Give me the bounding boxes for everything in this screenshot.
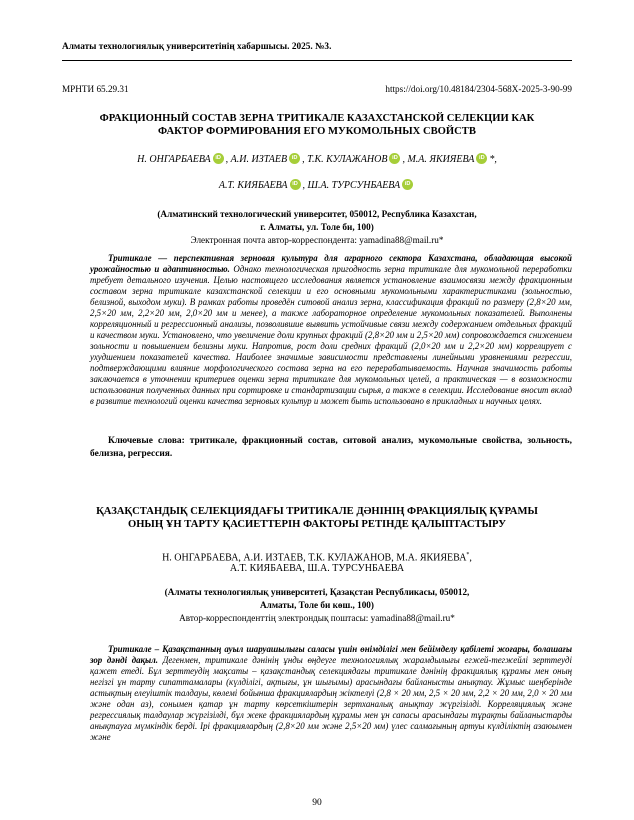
journal-header: Алматы технологиялық университетінің хабаршысы. 2025. №3. (62, 42, 332, 52)
kz-affiliation (62, 586, 572, 612)
kz-affiliation-line-2: Алматы, Толе би көш., 100) (260, 600, 374, 610)
header-divider (62, 60, 572, 61)
ru-title-line-2: ФАКТОР ФОРМИРОВАНИЯ ЕГО МУКОМОЛЬНЫХ СВОЙСТВ (158, 126, 476, 137)
author-name: Н. ОНГАРБАЕВА (137, 154, 211, 165)
doi-link[interactable]: https://doi.org/10.48184/2304-568X-2025-3-90-99 (385, 84, 572, 94)
orcid-icon[interactable]: iD (402, 179, 413, 190)
kz-abstract-lead: Тритикале – Қазақстанның ауыл шаруашылығы саласы үшін өнімділігі мен бейімделу қабілеті жоғары, болашағы зор дәнді дақыл. (90, 644, 572, 665)
kz-title-line-2: ОНЫҢ ҰН ТАРТУ ҚАСИЕТТЕРІН ФАКТОРЫ РЕТІНДЕ ҚАЛЫПТАСТЫРУ (127, 519, 507, 530)
ru-abstract-lead: Тритикале — перспективная зерновая культура для аграрного сектора Казахстана, обладающая высокой урожайностью и адаптивностью. (90, 253, 572, 274)
ru-title-line-1: ФРАКЦИОННЫЙ СОСТАВ ЗЕРНА ТРИТИКАЛЕ КАЗАХСТАНСКОЙ СЕЛЕКЦИИ КАК (99, 113, 535, 124)
orcid-icon[interactable]: iD (290, 179, 301, 190)
kz-authors: Н. ОНГАРБАЕВА, А.И. ИЗТАЕВ, Т.К. КУЛАЖАНОВ, М.А. ЯКИЯЕВА (162, 552, 467, 564)
ru-title (62, 112, 572, 138)
ru-affiliation (62, 208, 572, 234)
kz-title-line-1: ҚАЗАҚСТАНДЫҚ СЕЛЕКЦИЯДАҒЫ ТРИТИКАЛЕ ДӘНІНІҢ ФРАКЦИЯЛЫҚ ҚҰРАМЫ (96, 506, 538, 517)
ru-affiliation-line-1: (Алматинский технологический университет, 050012, Республика Казахстан, (157, 209, 477, 219)
author-name: , М.А. ЯКИЯЕВА (402, 154, 475, 165)
kz-affiliation-line-1: (Алматы технологиялық университеті, Қазақстан Республикасы, 050012, (164, 587, 470, 597)
corresponding-mark: * (466, 552, 470, 558)
kz-abstract (90, 644, 572, 743)
orcid-icon[interactable]: iD (213, 153, 224, 164)
ru-corresponding-email: Электронная почта автор-корреспондента: yamadina88@mail.ru* (190, 235, 444, 245)
kz-abstract-body: Дегенмен, тритикале дәнінің ұнды өңдеуге технологиялық жарамдылығы егжей-тегжейлі зерттеуді қажет етеді. Бұл зерттеудің мақсаты – қазақстандық селекциядағы тритикале дәнінің фракциялық құрамы мен оның негізгі ұн тарту сипаттамалары (күлділігі, ақтығы, ұн шығымы) арасындағы байланысты анықтау. Жұмыс шеңберінде астықтың елеуіштік талдауы, көлемі бойынша фракциялардың жіктелуі (2,8 × 20 мм, 2,5 × 20 мм, 2,2 × 20 мм, 2,0 × 20 мм және одан аз), сонымен қатар ұн тарту көрсеткіштерін зертханалық анықтау жүргізілді. Корреляциялық және регрессиялық талдаулар жүргізілді, бұл жеке фракциялардың құрамы мен ұн сапасы арасындағы тұрақты байланыстарды анықтауға мүмкіндік берді. Ірі фракциялардың (2,8×20 мм және 2,5×20 мм) үлес салмағының артуы күлділіктің азаюымен және (90, 655, 573, 742)
orcid-icon[interactable]: iD (389, 153, 400, 164)
ru-keywords: Ключевые слова: тритикале, фракционный состав, ситовой анализ, мукомольные свойства, зольность, белизна, регрессия. (90, 436, 572, 459)
ru-affiliation-line-2: г. Алматы, ул. Толе би, 100) (260, 222, 374, 232)
ru-authors-line-2 (62, 179, 572, 193)
author-name: А.Т. КИЯБАЕВА (218, 180, 288, 191)
ru-abstract-body: Однако технологическая пригодность зерна тритикале для мукомольной переработки требует детального изучения. Целью настоящего исследования является установление взаимосвязи между фракционным составом зерна тритикале казахстанской селекции и его основными мукомольными характеристиками (зольностью, белизной, выходом муки). В рамках работы проведён ситовой анализ зерна, классификация фракций по размеру (2,8×20 мм, 2,5×20 мм, 2,2×20 мм, 2,0×20 мм и менее), а также лабораторное определение мукомольных показателей. Выполнены корреляционный и регрессионный анализы, позволившие выявить устойчивые связи между содержанием отдельных фракций и качеством муки. Установлено, что увеличение доли крупных фракций (2,8×20 мм и 2,5×20 мм) сопровождается снижением зольности и повышением белизны муки. Напротив, рост доли средних фракций (2,0×20 мм и 2,2×20 мм) коррелирует с ухудшением показателей качества. Наиболее значимые зависимости представлены линейными уравнениями регрессии, подтверждающими влияние морфологического состава зерна на его перерабатываемость. Научная значимость работы заключается в уточнении критериев оценки зерна тритикале для мукомольных целей, а практическая — в возможности использования полученных данных при сортировке и стандартизации сырья, а также в селекции. Исследование вносит вклад в развитие технологий оценки качества зерновых культур и может быть использовано в прикладных и научных целях. (90, 264, 572, 406)
author-name: , Ш.А. ТУРСУНБАЕВА (302, 180, 401, 191)
ru-abstract (90, 253, 572, 407)
kz-title (62, 505, 572, 531)
orcid-icon[interactable]: iD (289, 153, 300, 164)
kz-authors-line-2: А.Т. КИЯБАЕВА, Ш.А. ТУРСУНБАЕВА (229, 563, 405, 574)
kz-authors-line-1: Н. ОНГАРБАЕВА, А.И. ИЗТАЕВ, Т.К. КУЛАЖАНОВ, М.А. ЯКИЯЕВА*, (162, 552, 472, 564)
kz-corresponding-email: Автор-корреспонденттің электрондық поштасы: yamadina88@mail.ru* (179, 613, 455, 623)
corresponding-mark: * (489, 154, 495, 165)
page-number: 90 (312, 798, 322, 808)
author-name: , Т.К. КУЛАЖАНОВ (302, 154, 388, 165)
mrnti-code: МРНТИ 65.29.31 (62, 84, 129, 94)
author-name: , А.И. ИЗТАЕВ (225, 154, 288, 165)
orcid-icon[interactable]: iD (476, 153, 487, 164)
ru-authors-line-1: Н. ОНГАРБАЕВА iD , А.И. ИЗТАЕВ iD , Т.К. КУЛАЖАНОВ iD , М.А. ЯКИЯЕВА iD *, (137, 154, 497, 165)
